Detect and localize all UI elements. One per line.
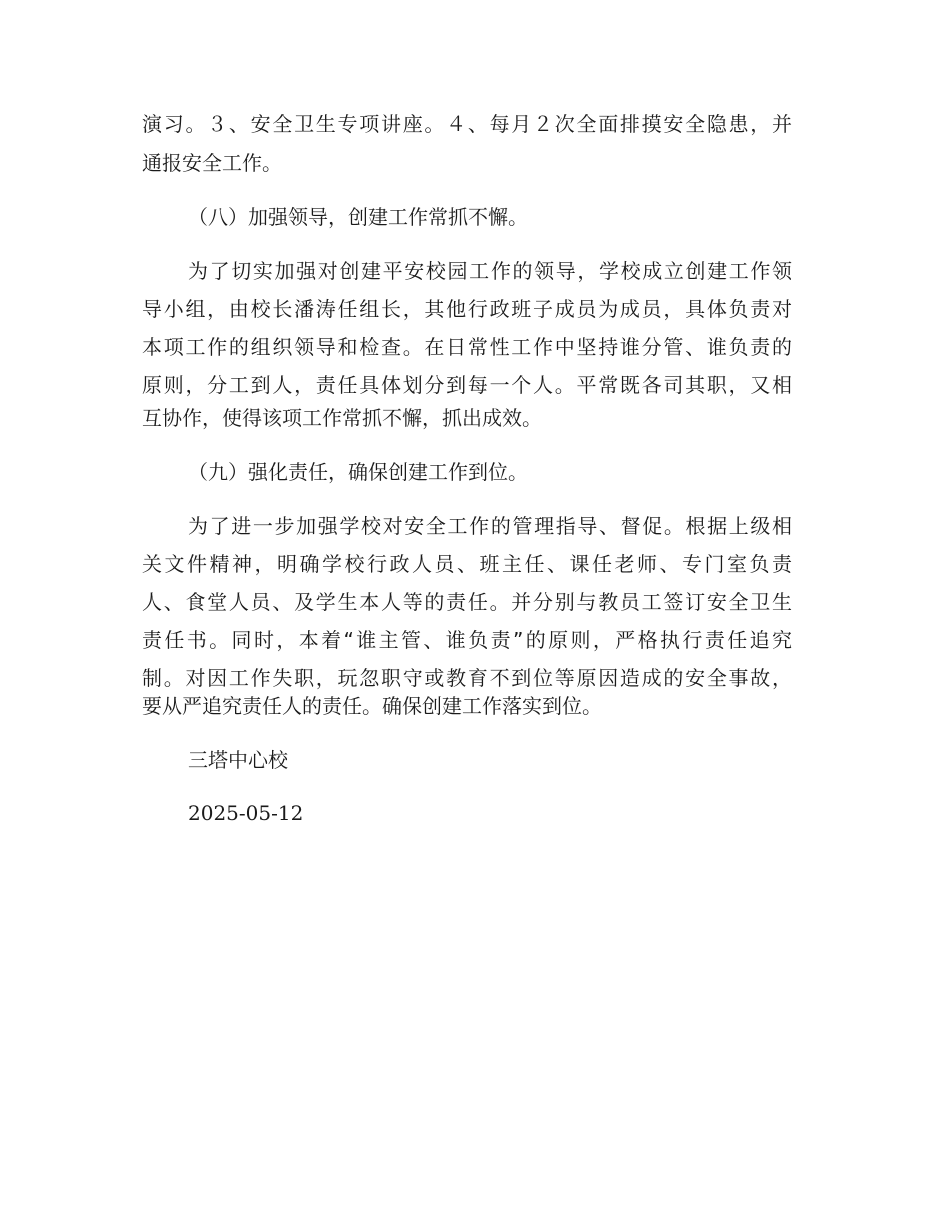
paragraph-line: 导小组，由校长潘涛任组长，其他行政班子成员为成员，具体负责对 (142, 297, 792, 321)
paragraph-line: 本项工作的组织领导和检查。在日常性工作中坚持谁分管、谁负责的 (142, 335, 792, 359)
paragraph-line: 制。对因工作失职，玩忽职守或教育不到位等原因造成的安全事故， (142, 666, 792, 690)
paragraph-line: 为了切实加强对创建平安校园工作的领导，学校成立创建工作领 (188, 259, 792, 283)
signature-org: 三塔中心校 (188, 748, 288, 772)
paragraph-line: 通报安全工作。 (142, 151, 282, 175)
paragraph-line: 要从严追究责任人的责任。确保创建工作落实到位。 (142, 694, 602, 718)
section-heading-9: （九）强化责任，确保创建工作到位。 (188, 460, 528, 484)
paragraph-line: 互协作，使得该项工作常抓不懈，抓出成效。 (142, 406, 542, 430)
paragraph-line: 人、食堂人员、及学生本人等的责任。并分别与教员工签订安全卫生 (142, 590, 792, 614)
paragraph-line: 责任书。同时，本着“谁主管、谁负责”的原则，严格执行责任追究 (142, 628, 792, 652)
paragraph-line: 为了进一步加强学校对安全工作的管理指导、督促。根据上级相 (188, 514, 792, 538)
signature-date: 2025-05-12 (188, 801, 304, 825)
paragraph-line: 原则，分工到人，责任具体划分到每一个人。平常既各司其职，又相 (142, 373, 792, 397)
paragraph-line: 演习。３、安全卫生专项讲座。４、每月２次全面排摸安全隐患，并 (142, 112, 792, 136)
paragraph-line: 关文件精神，明确学校行政人员、班主任、课任老师、专门室负责 (142, 552, 792, 576)
section-heading-8: （八）加强领导，创建工作常抓不懈。 (188, 205, 528, 229)
